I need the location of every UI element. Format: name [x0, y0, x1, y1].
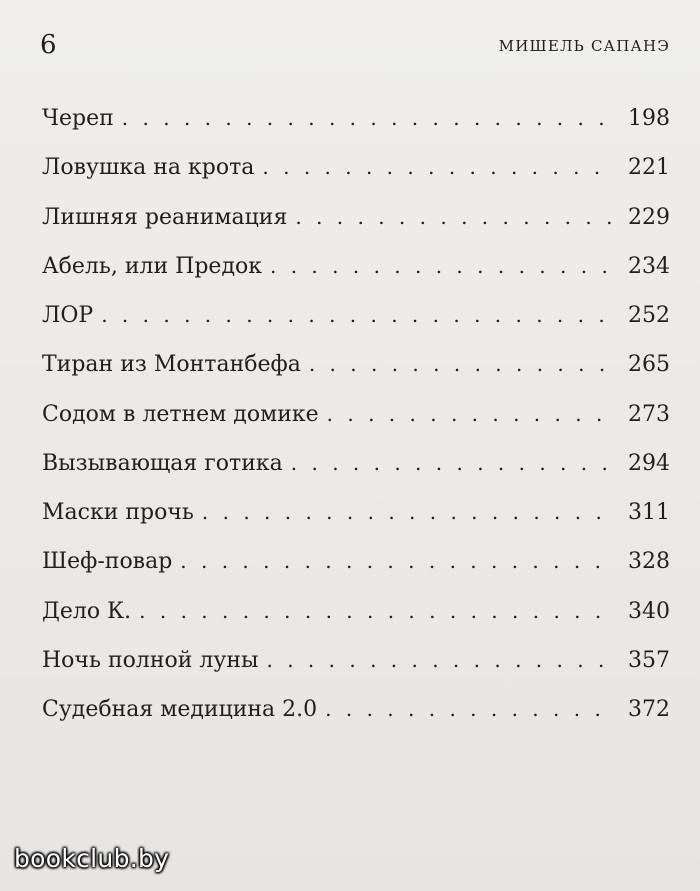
- toc-entry-title: Тиран из Монтанбефа: [42, 352, 301, 378]
- toc-entry-page: 311: [628, 500, 670, 525]
- toc-entry-page: 273: [628, 401, 670, 427]
- toc-entry-title: Маски прочь: [42, 500, 194, 525]
- toc-entry-page: 221: [628, 155, 670, 181]
- toc-entry-title: Вызывающая готика: [42, 450, 283, 476]
- toc-entry: [42, 685, 670, 734]
- toc-entry-title: Судебная медицина 2.0: [42, 697, 318, 722]
- toc-entry-page: 340: [628, 598, 670, 624]
- toc-entry-page: 294: [628, 450, 670, 476]
- toc-entry-title: Абель, или Предок: [42, 253, 262, 279]
- toc-entry-title: Ночь полной луны: [42, 647, 259, 673]
- toc-entry-page: 252: [628, 303, 670, 328]
- dot-leader: [309, 340, 614, 389]
- toc-entry-title: Шеф-повар: [42, 549, 173, 575]
- toc-entry-title: Содом в летнем домике: [42, 401, 319, 427]
- toc-entry-page: 357: [628, 647, 670, 673]
- watermark: bookclub.by: [14, 844, 170, 873]
- dot-leader: [262, 143, 614, 192]
- page-header: [40, 30, 670, 60]
- toc-entry-title: Ловушка на крота: [42, 155, 255, 181]
- dot-leader: [295, 193, 614, 242]
- toc-entry-page: 229: [628, 204, 670, 230]
- toc-entry: [42, 537, 670, 586]
- dot-leader: [291, 439, 614, 488]
- dot-leader: [139, 587, 614, 636]
- toc-entry-page: 372: [628, 697, 670, 722]
- table-of-contents: [42, 94, 670, 734]
- dot-leader: [180, 537, 614, 586]
- toc-entry: [42, 242, 670, 291]
- toc-entry: [42, 636, 670, 685]
- toc-entry-page: 328: [628, 549, 670, 575]
- dot-leader: [202, 488, 614, 537]
- toc-entry: [42, 488, 670, 537]
- toc-entry-title: ЛОР: [42, 303, 94, 328]
- dot-leader: [270, 242, 614, 291]
- toc-entry-title: Дело К.: [42, 598, 132, 624]
- toc-entry: [42, 587, 670, 636]
- toc-entry: [42, 439, 670, 488]
- toc-entry: [42, 94, 670, 143]
- toc-entry: [42, 291, 670, 340]
- dot-leader: [327, 390, 614, 439]
- toc-entry-page: 234: [628, 253, 670, 279]
- toc-entry-page: 198: [628, 106, 670, 131]
- dot-leader: [267, 636, 615, 685]
- toc-entry: [42, 340, 670, 389]
- dot-leader: [101, 291, 614, 340]
- toc-entry-title: Череп: [42, 106, 114, 131]
- page-number: 6: [40, 30, 57, 60]
- toc-entry-page: 265: [628, 352, 670, 378]
- toc-entry: [42, 193, 670, 242]
- dot-leader: [122, 94, 614, 143]
- toc-entry-title: Лишняя реанимация: [42, 204, 288, 230]
- dot-leader: [325, 685, 614, 734]
- running-head-author: МИШЕЛЬ САПАНЭ: [498, 37, 670, 55]
- toc-entry: [42, 143, 670, 192]
- toc-entry: [42, 390, 670, 439]
